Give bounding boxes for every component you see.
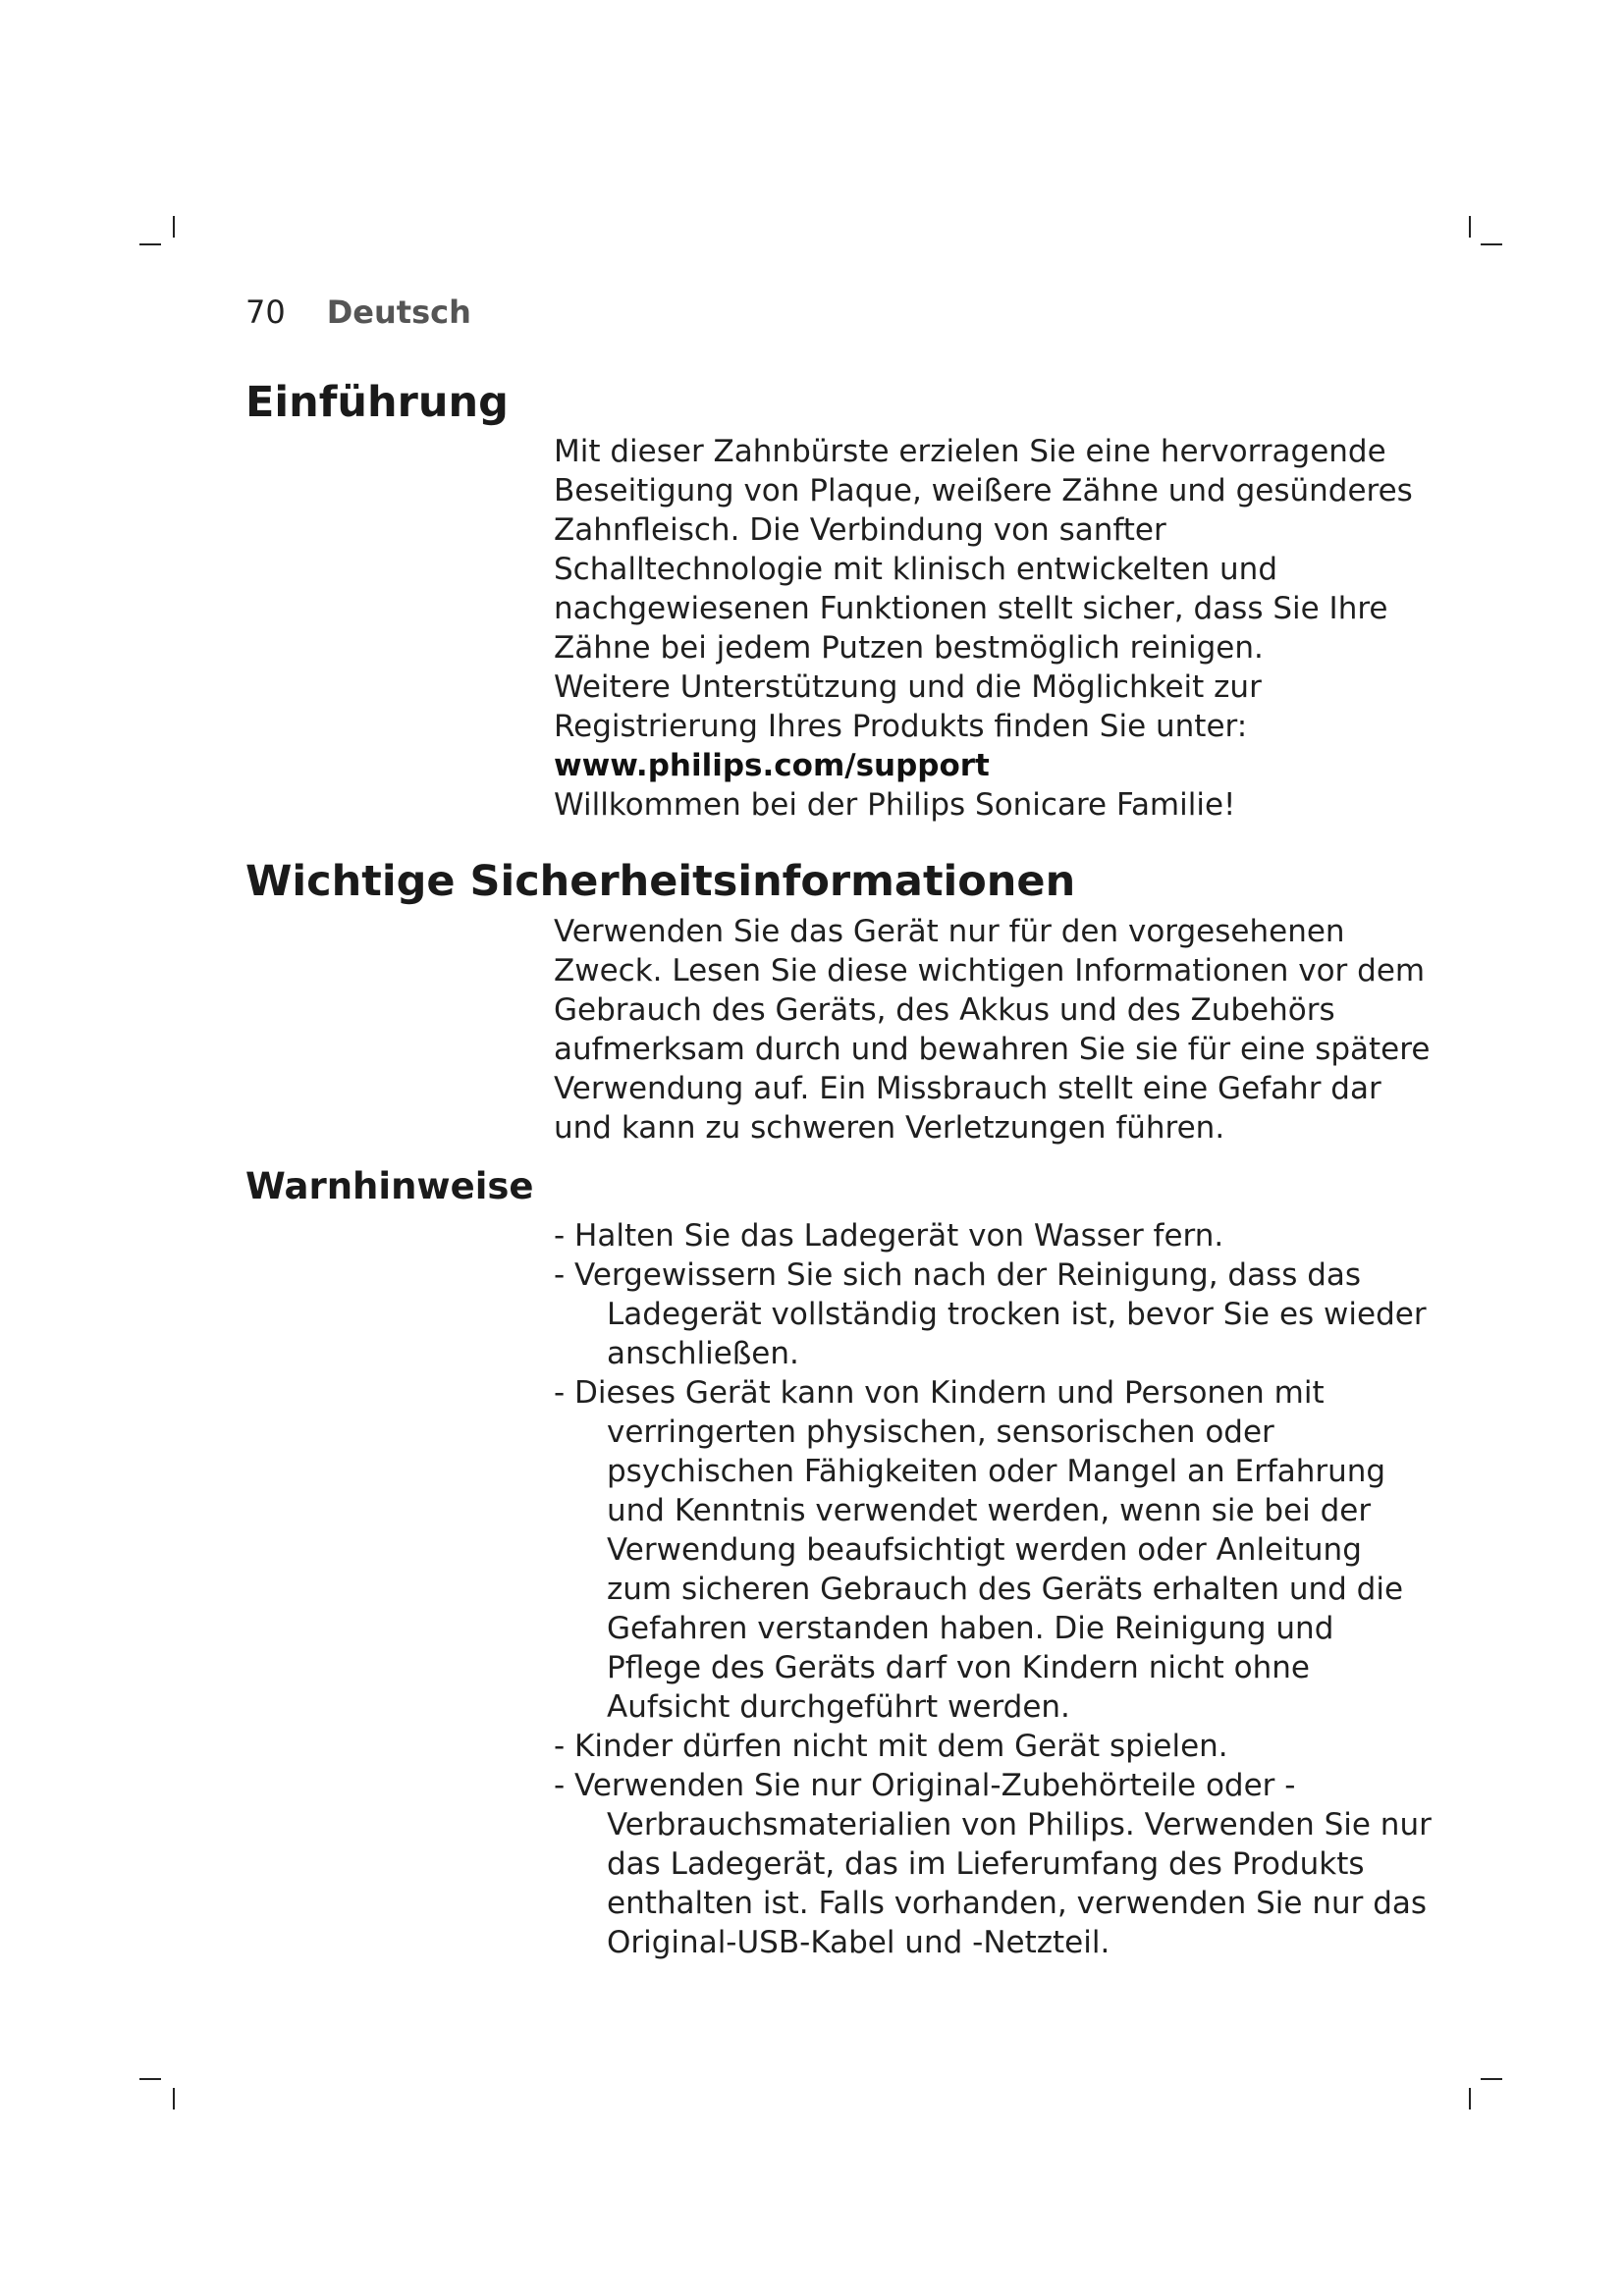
safety-line: aufmerksam durch und bewahren Sie sie für eine spätere	[554, 1032, 1431, 1067]
intro-line: Zahnfleisch. Die Verbindung von sanfter	[554, 512, 1166, 548]
warning-line: Pflege des Geräts darf von Kindern nicht ohne	[607, 1650, 1310, 1685]
intro-line: Mit dieser Zahnbürste erzielen Sie eine hervorragende	[554, 434, 1386, 469]
warning-item	[554, 1373, 1418, 1727]
crop-mark	[1469, 2088, 1471, 2109]
warning-item	[554, 1255, 1427, 1373]
safety-line: Verwendung auf. Ein Missbrauch stellt eine Gefahr dar	[554, 1071, 1381, 1106]
warning-item	[554, 1766, 1432, 1962]
safety-line: Verwenden Sie das Gerät nur für den vorgesehenen	[554, 914, 1345, 949]
warning-line: - Vergewissern Sie sich nach der Reinigung, dass das	[554, 1257, 1362, 1293]
intro-closing: Willkommen bei der Philips Sonicare Familie!	[554, 787, 1236, 823]
language-label: Deutsch	[326, 294, 471, 331]
safety-body	[554, 912, 1431, 1148]
safety-heading: Wichtige Sicherheitsinformationen	[245, 857, 1076, 906]
warning-line: - Halten Sie das Ladegerät von Wasser fern.	[554, 1218, 1224, 1254]
warning-line: Verwendung beaufsichtigt werden oder Anleitung	[607, 1532, 1362, 1568]
warning-line: psychischen Fähigkeiten oder Mangel an Erfahrung	[607, 1454, 1386, 1489]
intro-line: Beseitigung von Plaque, weißere Zähne und gesünderes	[554, 473, 1413, 508]
warning-line: das Ladegerät, das im Lieferumfang des Produkts	[607, 1846, 1365, 1882]
intro-line: Weitere Unterstützung und die Möglichkeit zur	[554, 669, 1262, 705]
intro-line: Registrierung Ihres Produkts finden Sie unter:	[554, 709, 1248, 744]
warning-line: und Kenntnis verwendet werden, wenn sie bei der	[607, 1493, 1372, 1528]
crop-mark	[139, 243, 161, 245]
crop-mark	[139, 2078, 161, 2080]
warnings-heading: Warnhinweise	[245, 1165, 534, 1207]
warning-line: - Kinder dürfen nicht mit dem Gerät spielen.	[554, 1729, 1228, 1764]
warning-line: Verbrauchsmaterialien von Philips. Verwenden Sie nur	[607, 1807, 1432, 1842]
safety-line: Zweck. Lesen Sie diese wichtigen Informationen vor dem	[554, 953, 1426, 988]
crop-mark	[1469, 216, 1471, 238]
running-header	[245, 291, 471, 334]
warning-line: anschließen.	[607, 1336, 799, 1371]
crop-mark	[173, 216, 175, 238]
intro-body	[554, 432, 1413, 825]
warnings-list	[554, 1216, 1432, 1962]
crop-mark	[173, 2088, 175, 2109]
safety-line: Gebrauch des Geräts, des Akkus und des Zubehörs	[554, 992, 1335, 1028]
page-number: 70	[245, 294, 286, 331]
warning-line: - Dieses Gerät kann von Kindern und Personen mit	[554, 1375, 1325, 1411]
warning-line: - Verwenden Sie nur Original-Zubehörteile oder -	[554, 1768, 1296, 1803]
intro-line: Schalltechnologie mit klinisch entwickelten und	[554, 552, 1277, 587]
warning-line: Gefahren verstanden haben. Die Reinigung und	[607, 1611, 1334, 1646]
intro-line: Zähne bei jedem Putzen bestmöglich reinigen.	[554, 630, 1264, 666]
support-link[interactable]: www.philips.com/support	[554, 748, 990, 783]
warning-line: Original-USB-Kabel und -Netzteil.	[607, 1925, 1110, 1960]
safety-line: und kann zu schweren Verletzungen führen.	[554, 1110, 1225, 1146]
intro-heading: Einführung	[245, 378, 509, 427]
intro-line: nachgewiesenen Funktionen stellt sicher, dass Sie Ihre	[554, 591, 1388, 626]
warning-line: Ladegerät vollständig trocken ist, bevor Sie es wieder	[607, 1297, 1427, 1332]
crop-mark	[1481, 2078, 1502, 2080]
warning-item	[554, 1727, 1418, 1766]
warning-line: verringerten physischen, sensorischen oder	[607, 1415, 1274, 1450]
warning-line: zum sicheren Gebrauch des Geräts erhalten und die	[607, 1572, 1404, 1607]
warning-item	[554, 1216, 1418, 1255]
crop-mark	[1481, 243, 1502, 245]
warning-line: enthalten ist. Falls vorhanden, verwenden Sie nur das	[607, 1886, 1428, 1921]
warning-line: Aufsicht durchgeführt werden.	[607, 1689, 1070, 1725]
